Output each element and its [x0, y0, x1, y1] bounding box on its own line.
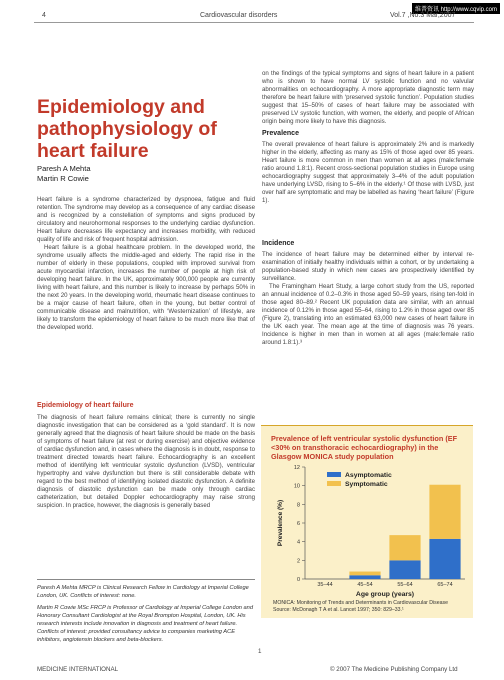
bar-asymptomatic	[389, 560, 420, 579]
footer-page: 1	[258, 648, 262, 655]
bar-asymptomatic	[429, 539, 460, 579]
paragraph: The incidence of heart failure may be determined either by interval re-examination of initially healthy individuals within a cohort, or by undertaking a population-based study in which new cases are prospectively identified by surveillance.	[262, 251, 474, 282]
y-tick-label: 2	[296, 558, 300, 565]
figure-box	[261, 425, 473, 618]
bar-asymptomatic	[349, 575, 380, 579]
section-heading: Incidence	[262, 240, 295, 247]
legend-label: Symptomatic	[345, 481, 388, 488]
paragraph: Heart failure is a global healthcare problem. In the developed world, the syndrome usually affects the middle-aged and elderly. The rapid rise in the number of elderly in these populations, coupled with improved survival from acute myocardial infarction, increases the number of people at high risk of developing heart failure. In the UK, approximately 900,000 people are currently living with heart failure, and this number is likely to increase by perhaps 50% in the next 20 years. In the developing world, rheumatic heart disease continues to be a major cause of heart failure, often in the young, but better control of communicable disease and malnutrition, with ‘Westernization’ of lifestyle, are likely to transform the epidemiology of heart failure to be much more like that of the developed world.	[37, 244, 255, 331]
bar-symptomatic	[389, 535, 420, 560]
y-tick-label: 0	[296, 577, 300, 583]
x-axis-label: Age group (years)	[355, 591, 415, 598]
author-affiliation: Martin R Cowie MSc FRCP is Professor of Cardiology at Imperial College London and Honorary Consultant Cardiologist at the Royal Brompton Hospital, London, UK. His research interests include innovation in diagnosis and treatment of heart failure. Conflicts of interest: provided consultancy advice to companies marketing ACE inhibitors, angiotensin blockers and beta-blockers.	[37, 605, 254, 643]
watermark-badge: 维普资讯 http://www.cqvip.com	[412, 3, 500, 14]
x-tick-label: 55–64	[397, 582, 413, 588]
figure-title: Prevalence of left ventricular systolic dysfunction (EF <30% on transthoracic echocardiography) in the Glasgow MONICA study population	[271, 434, 458, 461]
section-heading: Prevalence	[262, 130, 299, 137]
prevalence-chart	[261, 459, 473, 619]
footer-publication: MEDICINE INTERNATIONAL	[37, 666, 119, 673]
paragraph: on the findings of the typical symptoms and signs of heart failure in a patient who is shown to have normal LV systolic function and no valvular abnormalities on echocardiography. A more appropriate diagnostic term may therefore be heart failure with ‘preserved systolic function’. Population studies suggest that 15–50% of cases of heart failure may be associated with preserved LV systolic function, with women, the elderly, and people of African origin being more likely to have this diagnosis.	[262, 70, 474, 125]
y-axis-label: Prevalence (%)	[277, 499, 284, 547]
author-name: Paresh A Mehta	[37, 164, 91, 173]
y-tick-label: 12	[293, 465, 300, 471]
divider	[37, 579, 255, 580]
section-heading: Epidemiology of heart failure	[37, 402, 134, 409]
paragraph: The Framingham Heart Study, a large cohort study from the US, reported an annual incidence of 0.2–0.3% in those aged 50–59 years, rising ten-fold in those aged 80–89.² Recent UK population data are similar, with an annual incidence of 0.12% in those aged 55–64, rising to 1.2% in those aged over 85 (Figure 2), translating into an estimated 63,000 new cases of heart failure in the UK each year. The mean age at the time of diagnosis was 76 years. Incidence is higher in men than in women at all ages (male:female ratio around 1.8:1).³	[262, 283, 474, 346]
issue-info: Vol.7 ,No.3 Mar,2007	[390, 12, 456, 19]
author-affiliation: Paresh A Mehta MRCP is Clinical Research Fellow in Cardiology at Imperial College London, UK. Conflicts of interest: none.	[37, 585, 249, 599]
figure-caption: MONICA: Monitoring of Trends and Determinants in Cardiovascular Disease	[273, 600, 449, 606]
intro-text	[37, 196, 255, 332]
y-tick-label: 4	[296, 539, 300, 546]
paragraph: Heart failure is a syndrome characterized by dyspnoea, fatigue and fluid retention. The syndrome may develop as a consequence of any cardiac disease and is recognized by a constellation of symptoms and signs produced by circulatory and neurohormonal responses to the underlying cardiac dysfunction. Heart failure decreases life expectancy and increases morbidity, with reduced quality of life and risk of frequent hospital admission.	[37, 196, 255, 243]
page-number: 4	[42, 12, 46, 19]
paragraph: The diagnosis of heart failure remains clinical; there is currently no single diagnostic investigation that can be considered as a ‘gold standard’. It is now generally agreed that the diagnosis of heart failure should be made on the basis of symptoms of heart failure (at rest or during exercise) and objective evidence of cardiac dysfunction and, in cases where the diagnosis is in doubt, response to treatment directed towards heart failure. Echocardiography is an excellent method of identifying left ventricular systolic dysfunction (LVSD), ventricular hypertrophy and valve dysfunction but there is still considerable debate with regard to the best method of identifying isolated diastolic dysfunction. A definite diagnosis of diastolic dysfunction can be made only through cardiac catheterization, but detailed Doppler echocardiography may raise strong suspicion. In practice, however, the diagnosis is generally based	[37, 414, 255, 509]
figure-source: Source: McDonagh T A et al. Lancet 1997; 350: 829–33.¹	[273, 607, 404, 613]
legend-swatch	[327, 472, 341, 477]
legend-label: Asymptomatic	[345, 472, 392, 479]
paragraph: The overall prevalence of heart failure is approximately 2% and is markedly higher in the elderly, affecting as many as 15% of those aged over 85 years. Heart failure is more common in men than women at all ages (male:female ratio around 1.8:1). Recent cross-sectional population studies in Europe using echocardiography suggest that approximately 3–4% of the adult population have underlying LVSD, rising to 5–6% in the elderly.¹ Of those with LVSD, just over half are symptomatic and may be labelled as having ‘heart failure’ (Figure 1).	[262, 141, 474, 204]
y-tick-label: 8	[296, 502, 300, 509]
author-name: Martin R Cowie	[37, 174, 89, 183]
bar-symptomatic	[349, 572, 380, 576]
journal-name: Cardiovascular disorders	[200, 12, 278, 19]
y-tick-label: 10	[293, 483, 300, 490]
author-list	[37, 164, 91, 184]
bar-symptomatic	[429, 485, 460, 539]
x-tick-label: 45–54	[357, 582, 373, 588]
article-title: Epidemiology and pathophysiology of heart failure	[37, 96, 217, 162]
header-rule	[34, 22, 474, 23]
y-tick-label: 6	[296, 521, 300, 527]
incidence-text	[262, 251, 474, 347]
x-tick-label: 65–74	[437, 582, 453, 588]
x-tick-label: 35–44	[317, 582, 333, 588]
legend-swatch	[327, 481, 341, 486]
footer-copyright: © 2007 The Medicine Publishing Company Ltd	[330, 666, 458, 673]
